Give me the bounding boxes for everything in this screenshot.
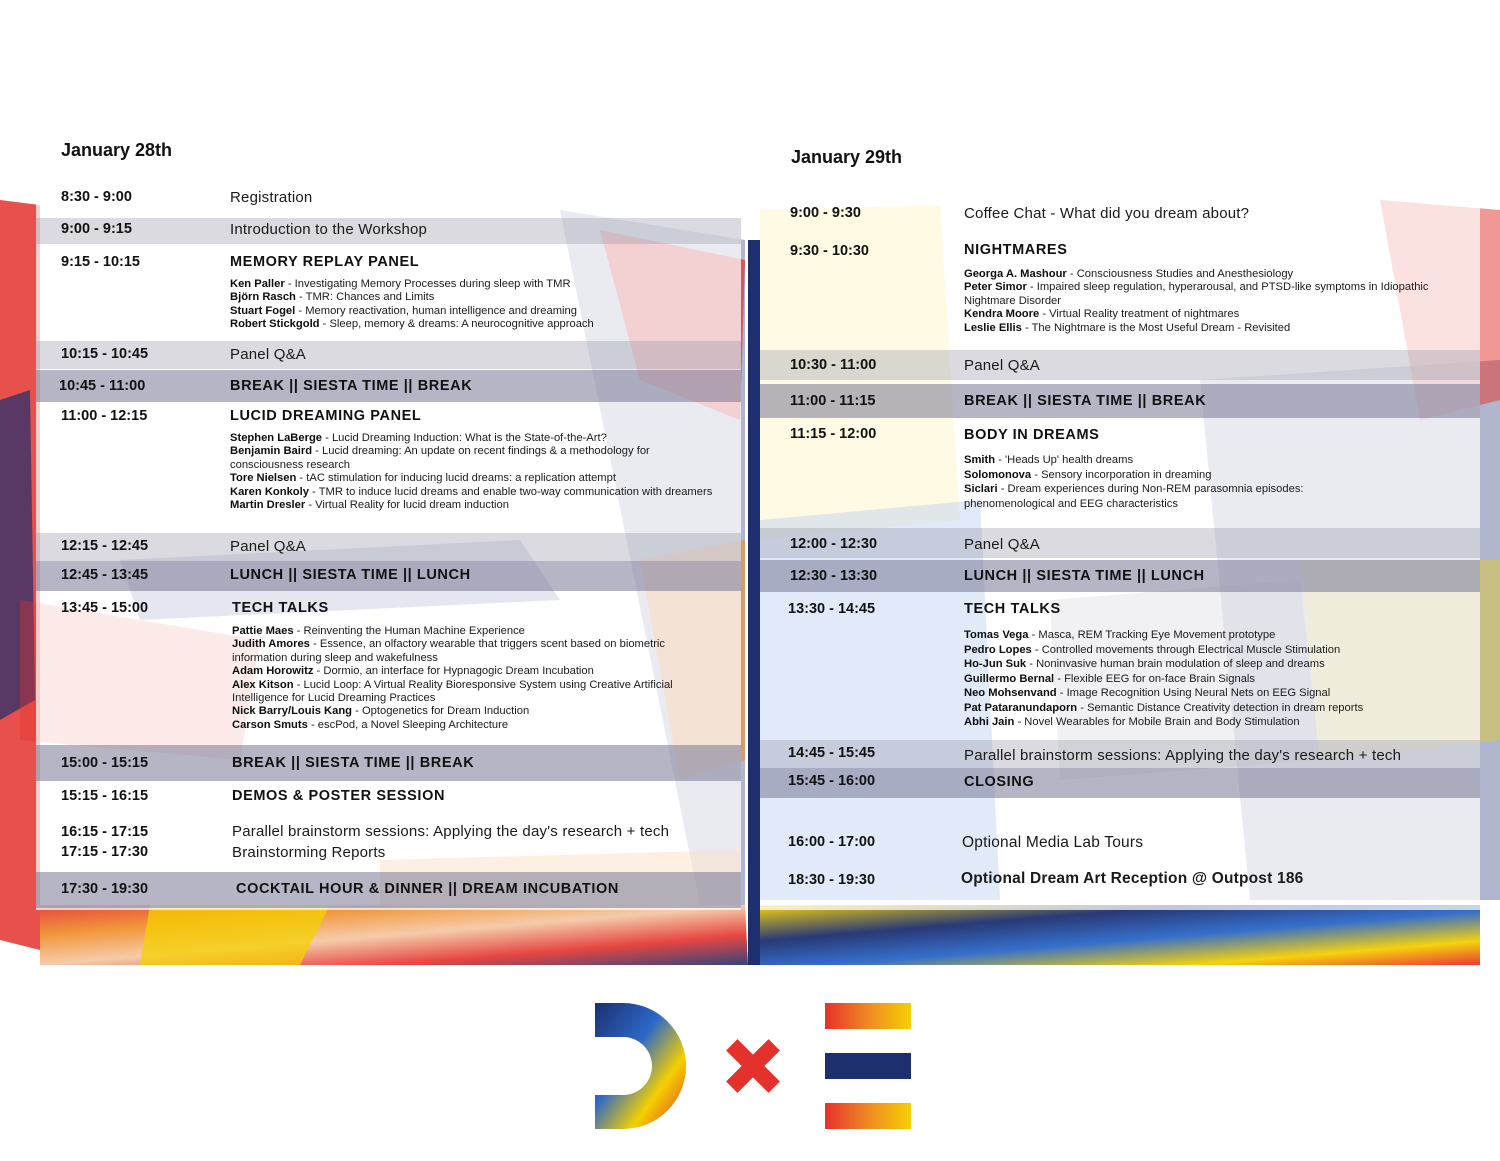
session-label: COCKTAIL HOUR & DINNER || DREAM INCUBATION: [236, 881, 619, 897]
time-slot: 9:00 - 9:30: [790, 205, 861, 221]
talk-item: Stephen LaBerge - Lucid Dreaming Induction: What is the State-of-the-Art?: [230, 432, 607, 444]
talk-list: [964, 628, 1464, 730]
time-slot: 12:45 - 13:45: [61, 567, 149, 583]
session-label: Parallel brainstorm sessions: Applying the day's research + tech: [232, 823, 670, 840]
talk-item: Carson Smuts - escPod, a Novel Sleeping Architecture: [232, 718, 509, 731]
session-label: Optional Media Lab Tours: [962, 834, 1144, 851]
time-slot: 15:00 - 15:15: [61, 755, 149, 771]
session-label: TECH TALKS: [964, 601, 1061, 617]
time-slot: 14:45 - 15:45: [788, 745, 876, 761]
talk-item: Pattie Maes - Reinventing the Human Machine Experience: [232, 625, 525, 637]
time-slot: 18:30 - 19:30: [788, 872, 876, 888]
session-label: BREAK || SIESTA TIME || BREAK: [964, 393, 1207, 409]
talk-item: Peter Simor - Impaired sleep regulation, hyperarousal, and PTSD-like symptoms in Idiopathic Nightmare Disorder: [964, 281, 1429, 307]
talk-item: Neo Mohsenvand - Image Recognition Using Neural Nets on EEG Signal: [964, 687, 1331, 699]
time-slot: 13:45 - 15:00: [61, 600, 149, 616]
talk-item: Martin Dresler - Virtual Reality for lucid dream induction: [230, 499, 509, 512]
session-label: Coffee Chat - What did you dream about?: [964, 205, 1250, 222]
time-slot: 9:15 - 10:15: [61, 254, 140, 270]
talk-item: Adam Horowitz - Dormio, an interface for Hypnagogic Dream Incubation: [232, 665, 594, 678]
session-label: Panel Q&A: [230, 346, 307, 363]
session-label: Panel Q&A: [230, 538, 307, 555]
session-label: Panel Q&A: [964, 536, 1041, 553]
talk-item: Stuart Fogel - Memory reactivation, human intelligence and dreaming: [230, 304, 577, 317]
talk-item: Tomas Vega - Masca, REM Tracking Eye Movement prototype: [964, 629, 1276, 641]
talk-item: Guillermo Bernal - Flexible EEG for on-face Brain Signals: [964, 672, 1255, 685]
time-slot: 11:15 - 12:00: [790, 426, 877, 442]
session-label: LUNCH || SIESTA TIME || LUNCH: [230, 567, 471, 583]
dxe-logo-mark: [595, 1003, 925, 1129]
talk-item: Leslie Ellis - The Nightmare is the Most Useful Dream - Revisited: [964, 321, 1291, 334]
time-slot: 10:15 - 10:45: [61, 346, 149, 362]
talk-item: Nick Barry/Louis Kang - Optogenetics for Dream Induction: [232, 705, 530, 718]
time-slot: 11:00 - 12:15: [61, 408, 148, 424]
talk-item: Judith Amores - Essence, an olfactory wearable that triggers scent based on biometric information during sleep and wakefulness: [232, 638, 665, 664]
talk-item: Karen Konkoly - TMR to induce lucid dreams and enable two-way communication with dreamers: [230, 485, 713, 498]
day-2-title: January 29th: [791, 147, 903, 167]
time-slot: 10:45 - 11:00: [59, 378, 146, 394]
time-slot: 16:15 - 17:15: [61, 824, 149, 840]
time-slot: 9:30 - 10:30: [790, 243, 869, 259]
session-label: BREAK || SIESTA TIME || BREAK: [230, 378, 473, 394]
session-label: CLOSING: [964, 774, 1035, 790]
talk-item: Pedro Lopes - Controlled movements through Electrical Muscle Stimulation: [964, 643, 1341, 656]
time-slot: 8:30 - 9:00: [61, 189, 132, 205]
session-label: Brainstorming Reports: [232, 844, 386, 861]
time-slot: 12:30 - 13:30: [790, 568, 878, 584]
session-label: BREAK || SIESTA TIME || BREAK: [232, 755, 475, 771]
session-label: Registration: [230, 189, 313, 206]
talk-item: Alex Kitson - Lucid Loop: A Virtual Reality Bioresponsive System using Creative Artificial Intelligence for Lucid Dreaming Practices: [232, 678, 673, 705]
time-slot: 11:00 - 11:15: [790, 393, 876, 409]
time-slot: 13:30 - 14:45: [788, 601, 876, 617]
time-slot: 16:00 - 17:00: [788, 834, 876, 850]
time-slot: 17:30 - 19:30: [61, 881, 149, 897]
session-label: Optional Dream Art Reception @ Outpost 186: [961, 870, 1304, 887]
talk-item: Siclari - Dream experiences during Non-REM parasomnia episodes: phenomenological and EEG characteristics: [964, 483, 1304, 510]
session-label: MEMORY REPLAY PANEL: [230, 254, 420, 270]
talk-item: Benjamin Baird - Lucid dreaming: An update on recent findings & a methodology for consciousness research: [230, 445, 650, 471]
time-slot: 9:00 - 9:15: [61, 221, 132, 237]
day-1-title: January 28th: [61, 140, 173, 160]
talk-list: [964, 453, 1384, 511]
talk-item: Ho-Jun Suk - Noninvasive human brain modulation of sleep and dreams: [964, 658, 1325, 670]
talk-item: Robert Stickgold - Sleep, memory & dreams: A neurocognitive approach: [230, 318, 594, 331]
time-slot: 10:30 - 11:00: [790, 357, 877, 373]
session-label: LUNCH || SIESTA TIME || LUNCH: [964, 568, 1205, 584]
session-label: Parallel brainstorm sessions: Applying the day's research + tech: [964, 747, 1402, 764]
talk-item: Smith - 'Heads Up' health dreams: [964, 454, 1134, 466]
session-label: LUCID DREAMING PANEL: [230, 408, 422, 424]
dxe-logo: [595, 1003, 925, 1129]
session-label: DEMOS & POSTER SESSION: [232, 788, 446, 804]
time-slot: 15:45 - 16:00: [788, 773, 876, 789]
session-label: Panel Q&A: [964, 357, 1041, 374]
time-slot: 17:15 - 17:30: [61, 844, 149, 860]
talk-item: Ken Paller - Investigating Memory Processes during sleep with TMR: [230, 278, 571, 290]
session-label: NIGHTMARES: [964, 242, 1068, 258]
talk-item: Abhi Jain - Novel Wearables for Mobile Brain and Body Stimulation: [964, 716, 1300, 728]
session-label: BODY IN DREAMS: [964, 427, 1100, 443]
time-slot: 15:15 - 16:15: [61, 788, 149, 804]
talk-item: Kendra Moore - Virtual Reality treatment of nightmares: [964, 308, 1240, 321]
talk-item: Tore Nielsen - tAC stimulation for inducing lucid dreams: a replication attempt: [230, 472, 616, 485]
talk-item: Solomonova - Sensory incorporation in dreaming: [964, 468, 1212, 481]
talk-item: Pat Pataranundaporn - Semantic Distance Creativity detection in dream reports: [964, 701, 1364, 714]
talk-item: Björn Rasch - TMR: Chances and Limits: [230, 291, 435, 304]
session-label: Introduction to the Workshop: [230, 221, 428, 238]
talk-item: Georga A. Mashour - Consciousness Studies and Anesthesiology: [964, 268, 1294, 280]
session-label: TECH TALKS: [232, 600, 329, 616]
talk-list: [964, 268, 1459, 335]
time-slot: 12:15 - 12:45: [61, 538, 149, 554]
time-slot: 12:00 - 12:30: [790, 536, 878, 552]
